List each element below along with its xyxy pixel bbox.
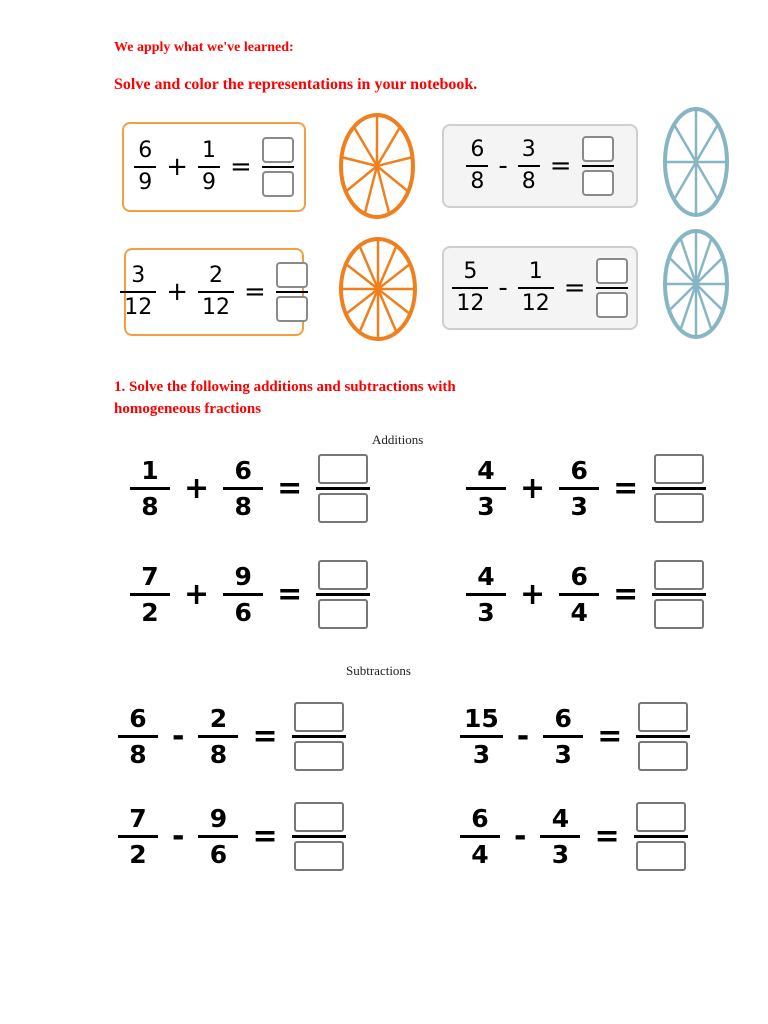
equals-sign: = xyxy=(563,273,586,303)
fraction xyxy=(466,563,506,626)
answer-numerator-box[interactable] xyxy=(654,454,704,484)
denominator: 4 xyxy=(570,598,588,627)
wheel-slice xyxy=(674,125,696,162)
wheel-slice xyxy=(696,162,718,199)
numerator: 6 xyxy=(138,138,153,163)
fraction xyxy=(518,138,540,194)
operator: - xyxy=(498,151,508,181)
wheel-icon xyxy=(338,236,418,342)
operator: - xyxy=(514,819,527,854)
operator: - xyxy=(516,719,530,754)
operator: + xyxy=(520,577,546,612)
operator: - xyxy=(498,273,508,303)
addition-equation xyxy=(466,454,706,523)
answer-numerator-box[interactable] xyxy=(318,560,368,590)
numerator: 6 xyxy=(234,456,252,485)
equals-sign: = xyxy=(252,819,278,854)
equals-sign: = xyxy=(594,819,620,854)
denominator: 9 xyxy=(138,170,153,195)
numerator: 1 xyxy=(528,259,543,284)
fraction-card xyxy=(442,246,638,330)
operator: + xyxy=(184,577,210,612)
denominator: 9 xyxy=(202,170,216,195)
answer-fraction xyxy=(634,802,688,871)
numerator: 4 xyxy=(551,804,570,833)
wheel-icon xyxy=(338,112,416,220)
wheel-slice xyxy=(696,125,718,162)
fraction xyxy=(120,264,156,320)
equals-sign: = xyxy=(597,719,623,754)
additions-label: Additions xyxy=(372,432,424,447)
fraction xyxy=(198,705,238,768)
fraction xyxy=(118,705,158,768)
fraction xyxy=(518,260,554,316)
operator: + xyxy=(520,471,546,506)
fraction xyxy=(198,264,234,320)
answer-numerator-box[interactable] xyxy=(294,802,344,832)
numerator: 2 xyxy=(209,704,228,733)
answer-denominator-box[interactable] xyxy=(654,493,704,523)
denominator: 3 xyxy=(472,740,491,769)
answer-numerator-box[interactable] xyxy=(294,702,344,732)
answer-fraction xyxy=(316,454,370,523)
answer-fraction xyxy=(316,560,370,629)
fraction-card xyxy=(122,122,306,212)
addition-equation xyxy=(130,454,370,523)
operator: - xyxy=(172,819,185,854)
denominator: 3 xyxy=(477,492,495,521)
denominator: 3 xyxy=(570,492,588,521)
answer-numerator-box[interactable] xyxy=(262,137,294,163)
fraction xyxy=(466,457,506,520)
denominator: 4 xyxy=(471,840,489,869)
answer-fraction xyxy=(596,258,628,318)
answer-numerator-box[interactable] xyxy=(654,560,704,590)
answer-denominator-box[interactable] xyxy=(582,170,614,196)
fraction xyxy=(118,805,158,868)
equals-sign: = xyxy=(230,152,252,182)
numerator: 6 xyxy=(570,456,588,485)
answer-fraction xyxy=(276,262,308,322)
numerator: 4 xyxy=(477,456,495,485)
operator: + xyxy=(166,152,188,182)
answer-fraction xyxy=(636,702,690,771)
exercise-heading: 1. Solve the following additions and subtractions with homogeneous fractions xyxy=(114,379,456,417)
denominator: 6 xyxy=(234,598,252,627)
numerator: 6 xyxy=(554,704,572,733)
apply-heading: We apply what we've learned: xyxy=(114,40,294,55)
denominator: 3 xyxy=(477,598,495,627)
fraction xyxy=(223,457,263,520)
fraction xyxy=(198,805,238,868)
answer-fraction xyxy=(652,560,706,629)
numerator: 7 xyxy=(141,562,159,591)
operator: + xyxy=(184,471,210,506)
answer-numerator-box[interactable] xyxy=(596,258,628,284)
fraction xyxy=(559,563,599,626)
answer-numerator-box[interactable] xyxy=(638,702,688,732)
fraction-card xyxy=(124,248,304,336)
numerator: 3 xyxy=(131,263,146,288)
numerator: 15 xyxy=(464,704,499,733)
wheel-slice xyxy=(674,162,696,199)
numerator: 7 xyxy=(129,804,147,833)
answer-denominator-box[interactable] xyxy=(294,741,344,771)
answer-fraction xyxy=(262,137,294,197)
subtraction-equation xyxy=(460,702,690,771)
numerator: 4 xyxy=(477,562,495,591)
fraction xyxy=(130,563,170,626)
denominator: 12 xyxy=(124,295,153,320)
denominator: 6 xyxy=(209,840,228,869)
answer-denominator-box[interactable] xyxy=(638,741,688,771)
denominator: 8 xyxy=(521,169,536,194)
answer-denominator-box[interactable] xyxy=(318,493,368,523)
denominator: 2 xyxy=(141,598,159,627)
denominator: 8 xyxy=(234,492,252,521)
answer-denominator-box[interactable] xyxy=(636,841,686,871)
answer-numerator-box[interactable] xyxy=(276,262,308,288)
answer-numerator-box[interactable] xyxy=(582,136,614,162)
fraction xyxy=(460,805,500,868)
denominator: 3 xyxy=(554,740,572,769)
denominator: 8 xyxy=(470,169,485,194)
answer-denominator-box[interactable] xyxy=(596,292,628,318)
equals-sign: = xyxy=(252,719,278,754)
fraction xyxy=(198,139,220,195)
denominator: 8 xyxy=(141,492,159,521)
fraction xyxy=(460,705,503,768)
denominator: 2 xyxy=(129,840,147,869)
answer-numerator-box[interactable] xyxy=(636,802,686,832)
denominator: 12 xyxy=(521,291,550,316)
denominator: 12 xyxy=(456,291,485,316)
fraction xyxy=(134,139,156,195)
numerator: 9 xyxy=(209,804,228,833)
fraction xyxy=(452,260,488,316)
subtractions-label: Subtractions xyxy=(346,663,411,678)
numerator: 6 xyxy=(470,137,485,162)
instruction-heading: Solve and color the representations in your notebook. xyxy=(114,76,478,93)
answer-fraction xyxy=(582,136,614,196)
denominator: 3 xyxy=(551,840,570,869)
answer-fraction xyxy=(292,702,346,771)
answer-denominator-box[interactable] xyxy=(276,296,308,322)
answer-numerator-box[interactable] xyxy=(318,454,368,484)
numerator: 6 xyxy=(570,562,588,591)
denominator: 8 xyxy=(129,740,147,769)
fraction xyxy=(543,705,583,768)
fraction-card xyxy=(442,124,638,208)
numerator: 5 xyxy=(463,259,478,284)
subtraction-equation xyxy=(118,802,346,871)
numerator: 1 xyxy=(141,456,159,485)
numerator: 2 xyxy=(209,263,223,288)
numerator: 3 xyxy=(521,137,536,162)
addition-equation xyxy=(466,560,706,629)
answer-fraction xyxy=(292,802,346,871)
denominator: 12 xyxy=(202,295,230,320)
fraction xyxy=(466,138,488,194)
equals-sign: = xyxy=(613,471,639,506)
fraction xyxy=(559,457,599,520)
fraction xyxy=(540,805,580,868)
equals-sign: = xyxy=(244,277,266,307)
answer-fraction xyxy=(652,454,706,523)
operator: + xyxy=(166,277,188,307)
numerator: 1 xyxy=(202,138,216,163)
equals-sign: = xyxy=(613,577,639,612)
answer-denominator-box[interactable] xyxy=(262,171,294,197)
wheel-icon xyxy=(662,106,730,218)
denominator: 8 xyxy=(209,740,228,769)
numerator: 9 xyxy=(234,562,252,591)
equals-sign: = xyxy=(277,471,303,506)
equals-sign: = xyxy=(277,577,303,612)
numerator: 6 xyxy=(129,704,147,733)
addition-equation xyxy=(130,560,370,629)
answer-denominator-box[interactable] xyxy=(294,841,344,871)
fraction xyxy=(130,457,170,520)
subtraction-equation xyxy=(118,702,346,771)
fraction xyxy=(223,563,263,626)
operator: - xyxy=(172,719,185,754)
answer-denominator-box[interactable] xyxy=(318,599,368,629)
answer-denominator-box[interactable] xyxy=(654,599,704,629)
equals-sign: = xyxy=(549,151,572,181)
wheel-icon xyxy=(662,228,730,340)
subtraction-equation xyxy=(460,802,688,871)
numerator: 6 xyxy=(471,804,489,833)
